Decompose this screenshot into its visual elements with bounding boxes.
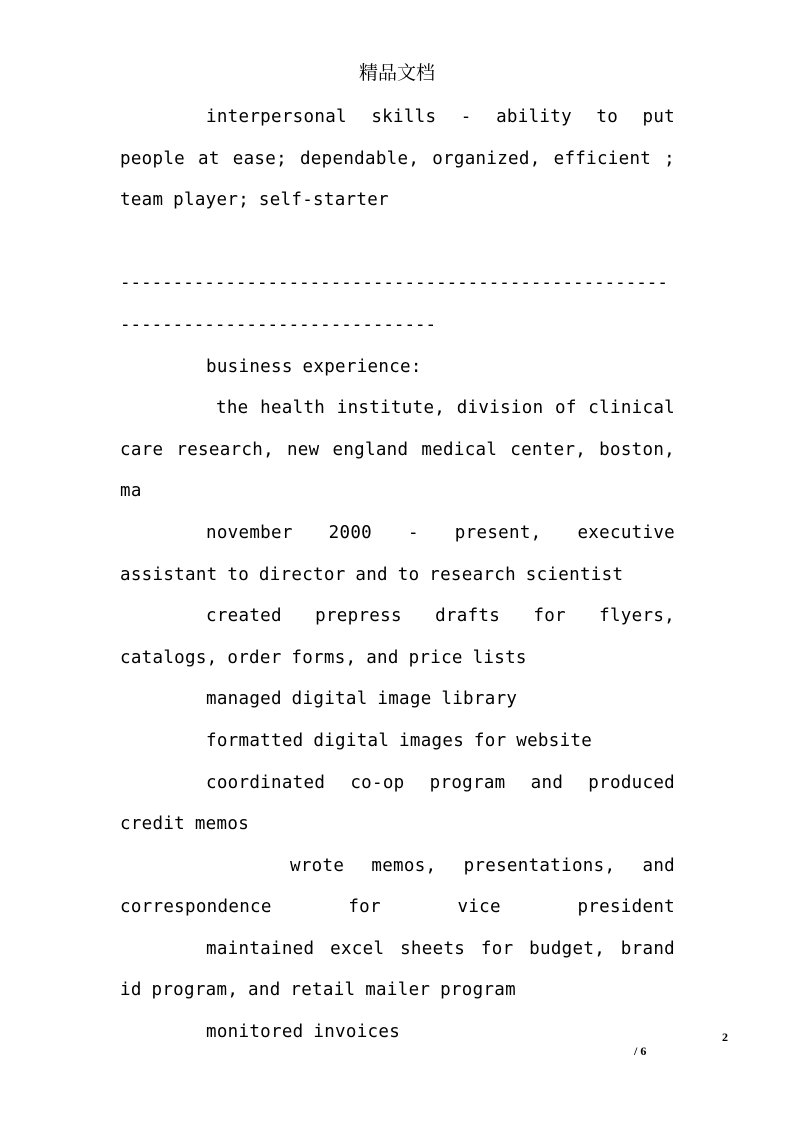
- skills-paragraph: interpersonal skills - ability to put people at ease; dependable, organized, efficient ; team player; self-starter: [120, 107, 675, 211]
- duty-item: created prepress drafts for flyers, catalogs, order forms, and price lists: [120, 606, 675, 668]
- document-body: [120, 97, 675, 1054]
- divider-line-continued: ------------------------------: [120, 314, 437, 335]
- employer-paragraph: the health institute, division of clinical care research, new england medical center, boston, ma: [120, 398, 675, 502]
- spacer: [120, 222, 675, 264]
- duty-item: monitored invoices: [206, 1022, 401, 1043]
- page-header-title: 精品文档: [358, 62, 435, 84]
- job-dates-paragraph: november 2000 - present, executive assistant to director and to research scientist: [120, 522, 675, 585]
- duty-item: managed digital image library: [206, 689, 518, 710]
- duty-item: coordinated co-op program and produced credit memos: [120, 772, 675, 835]
- divider-line: ----------------------------------------------------: [120, 273, 668, 294]
- duty-item: formatted digital images for website: [206, 730, 593, 751]
- page-total: / 6: [634, 1044, 647, 1058]
- page-number: 2: [722, 1030, 728, 1044]
- duty-item: wrote memos, presentations, and correspondence for vice president: [120, 855, 675, 918]
- section-heading: business experience:: [206, 356, 422, 377]
- duty-item: maintained excel sheets for budget, brand id program, and retail mailer program: [120, 938, 675, 1001]
